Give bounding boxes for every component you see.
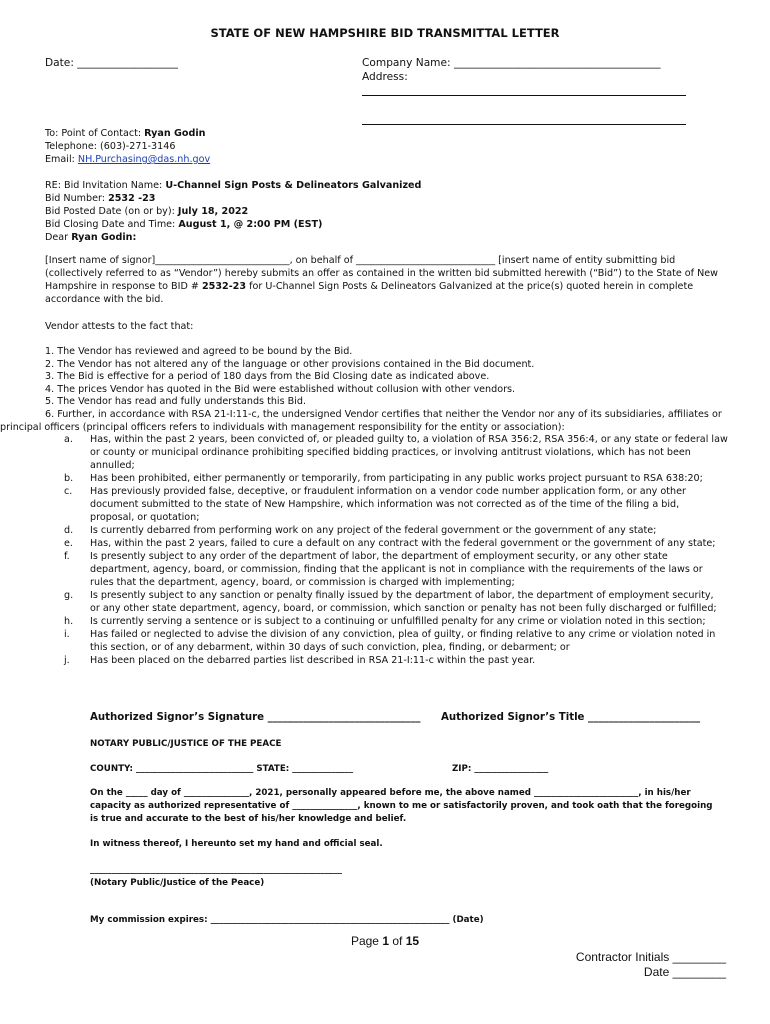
intro-line-1: [Insert name of signor]____________________________, on behalf of _____________________________ [insert name of entity submitting bid [45,255,676,266]
lettered-item-text [90,628,734,654]
numbered-list [0,346,735,434]
lettered-item-line: Has previously provided false, deceptive, or fraudulent information on a vendor code number application form, or any other [90,486,686,497]
signor-title-field[interactable]: Authorized Signor’s Title ______________________ [441,712,701,723]
page-number [0,934,770,948]
contractor-initials-field[interactable]: Contractor Initials ________ [575,950,726,964]
lettered-item-line: proposal, or quotation; [90,512,200,523]
re-value: U-Channel Sign Posts & Delineators Galvanized [165,180,422,191]
lettered-item-line: document submitted to the state of New Hampshire, which information was not corrected as of the time of the filing a bid, [90,499,680,510]
lettered-item [64,628,734,654]
intro-bid-number: 2532-23 [202,281,247,292]
lettered-item-line: Is currently serving a sentence or is subject to a continuing or unfulfilled penalty for any crime or violation noted in this section; [90,616,706,627]
lettered-list [64,433,734,667]
witness-statement: In witness thereof, I hereunto set my hand and official seal. [90,839,383,849]
closing-label: Bid Closing Date and Time: [45,219,176,230]
page-total: 15 [405,934,420,948]
lettered-item-marker: c. [64,486,73,497]
signor-signature-field[interactable]: Authorized Signor’s Signature ______________________________ [90,712,421,723]
lettered-item-line: or any other state department, agency, board, or commission, which sanction or penalty has not been fully discharged or fulfilled; [90,603,717,614]
posted-label: Bid Posted Date (on or by): [45,206,175,217]
lettered-item-marker: g. [64,590,74,601]
telephone: Telephone: (603)-271-3146 [45,141,176,152]
bid-invitation-name [45,179,421,192]
oath-line-1: On the _____ day of _______________, 2021, personally appeared before me, the above named ________________________, in his/her [90,788,691,798]
lettered-item-line: rules that the department, agency, board, or commission is charged with implementing; [90,577,515,588]
intro-line-2: (collectively referred to as “Vendor”) hereby submits an offer as contained in the written bid submitted herewith (“Bid”) to the State of New [45,268,719,279]
page-of: of [389,934,406,948]
lettered-item-line: department, agency, board, or commission, finding that the applicant is not in compliance with the requirements of the laws or [90,564,703,575]
lettered-item-line: or county or municipal ordinance prohibiting specified bidding practices, or involving antitrust violations, which has not been [90,447,691,458]
bid-closing-date [45,218,322,231]
dear-label: Dear [45,232,69,243]
posted-value: July 18, 2022 [177,206,249,217]
lettered-item-line: Has been prohibited, either permanently or temporarily, from participating in any public works project pursuant to RSA 638:20; [90,473,703,484]
lettered-item-line: annulled; [90,460,135,471]
lettered-item [64,472,734,485]
attests-heading: Vendor attests to the fact that: [45,321,194,332]
page-current: 1 [382,934,389,948]
lettered-item-text [90,537,734,550]
footer-date-field[interactable]: Date ________ [643,965,726,979]
lettered-item-marker: h. [64,616,74,627]
poc-label: To: Point of Contact: [45,128,142,139]
address-line-2[interactable] [362,124,686,125]
zip-field[interactable]: ZIP: _________________ [452,764,549,774]
oath-line-2: capacity as authorized representative of _______________, known to me or satisfactorily proven, and took oath that the foregoing [90,801,713,811]
lettered-item-text [90,615,734,628]
lettered-item-marker: d. [64,525,74,536]
lettered-item-marker: j. [64,655,70,666]
list-item: 4. The prices Vendor has quoted in the Bid were established without collusion with other vendors. [45,383,516,395]
lettered-item [64,550,734,589]
lettered-item-text [90,654,734,667]
bid-number-value: 2532 -23 [108,193,156,204]
re-label: RE: Bid Invitation Name: [45,180,163,191]
commission-expires-field[interactable]: My commission expires: _______________________________________________________ (Date) [90,915,484,925]
county-state-field[interactable]: COUNTY: ___________________________ STATE: ______________ [90,764,354,774]
bid-posted-date [45,205,248,218]
lettered-item [64,524,734,537]
intro-line-3-pre: Hampshire in response to BID # [45,281,202,292]
closing-value: August 1, @ 2:00 PM (EST) [178,219,323,230]
salutation [45,231,136,244]
lettered-item-marker: a. [64,434,73,445]
lettered-item-line: this section, or of any debarment, within 30 days of such conviction, plea, finding, or debarment; or [90,642,570,653]
notary-heading: NOTARY PUBLIC/JUSTICE OF THE PEACE [90,739,282,749]
list-item: principal officers (principal officers refers to individuals with management responsibility for the entity or association): [0,421,565,433]
lettered-item-line: Has failed or neglected to advise the division of any conviction, plea of guilty, or finding relative to any crime or violation noted in [90,629,716,640]
poc-name: Ryan Godin [144,128,206,139]
address-line-1[interactable] [362,95,686,96]
lettered-item-line: Has been placed on the debarred parties list described in RSA 21-I:11-c within the past year. [90,655,536,666]
lettered-item-marker: i. [64,629,70,640]
lettered-item [64,615,734,628]
list-item: 5. The Vendor has read and fully understands this Bid. [45,396,307,408]
lettered-item-line: Is presently subject to any order of the department of labor, the department of employment security, or any other state [90,551,668,562]
lettered-item-text [90,589,734,615]
oath-line-3: is true and accurate to the best of his/her knowledge and belief. [90,814,407,824]
document-title: STATE OF NEW HAMPSHIRE BID TRANSMITTAL LETTER [210,26,560,40]
lettered-item [64,537,734,550]
page-label: Page [350,934,383,948]
lettered-item-text [90,433,734,472]
notary-signature-line[interactable]: __________________________________________________________ [90,865,342,875]
bid-number [45,192,155,205]
bid-number-label: Bid Number: [45,193,105,204]
lettered-item [64,433,734,472]
lettered-item-marker: b. [64,473,74,484]
intro-line-3-post: for U-Channel Sign Posts & Delineators Galvanized at the price(s) quoted herein in complete [246,281,694,292]
email-link[interactable]: NH.Purchasing@das.nh.gov [77,154,211,165]
lettered-item-text [90,472,734,485]
list-item: 1. The Vendor has reviewed and agreed to be bound by the Bid. [45,346,353,357]
lettered-item [64,589,734,615]
lettered-item-line: Has, within the past 2 years, failed to cure a default on any contract with the federal government or the government of any state; [90,538,716,549]
notary-label: (Notary Public/Justice of the Peace) [90,878,265,888]
lettered-item-marker: f. [64,551,70,562]
email-label: Email: [45,154,75,165]
date-field[interactable]: Date: ___________________ [45,57,178,69]
point-of-contact [45,127,205,140]
list-item: 6. Further, in accordance with RSA 21-I:11-c, the undersigned Vendor certifies that neither the Vendor nor any of its subsidiaries, affiliates or [45,408,722,420]
intro-line-4: accordance with the bid. [45,294,164,305]
dear-value: Ryan Godin: [71,232,137,243]
intro-line-3 [45,280,693,293]
lettered-item-text [90,550,734,589]
lettered-item [64,485,734,524]
list-item: 3. The Bid is effective for a period of 180 days from the Bid Closing date as indicated above. [45,371,490,383]
lettered-item-line: Is currently debarred from performing work on any project of the federal government or the government of any state; [90,525,657,536]
lettered-item-line: Has, within the past 2 years, been convicted of, or pleaded guilty to, a violation of RSA 356:2, RSA 356:4, or any state or federal law [90,434,728,445]
company-name-field[interactable]: Company Name: _______________________________________ [362,57,661,69]
lettered-item-text [90,485,734,524]
lettered-item-marker: e. [64,538,73,549]
email-row [45,153,210,166]
lettered-item-line: Is presently subject to any sanction or penalty finally issued by the department of labor, the department of employment security, [90,590,714,601]
lettered-item [64,654,734,667]
lettered-item-text [90,524,734,537]
address-label: Address: [362,71,408,83]
list-item: 2. The Vendor has not altered any of the language or other provisions contained in the Bid document. [45,358,535,370]
